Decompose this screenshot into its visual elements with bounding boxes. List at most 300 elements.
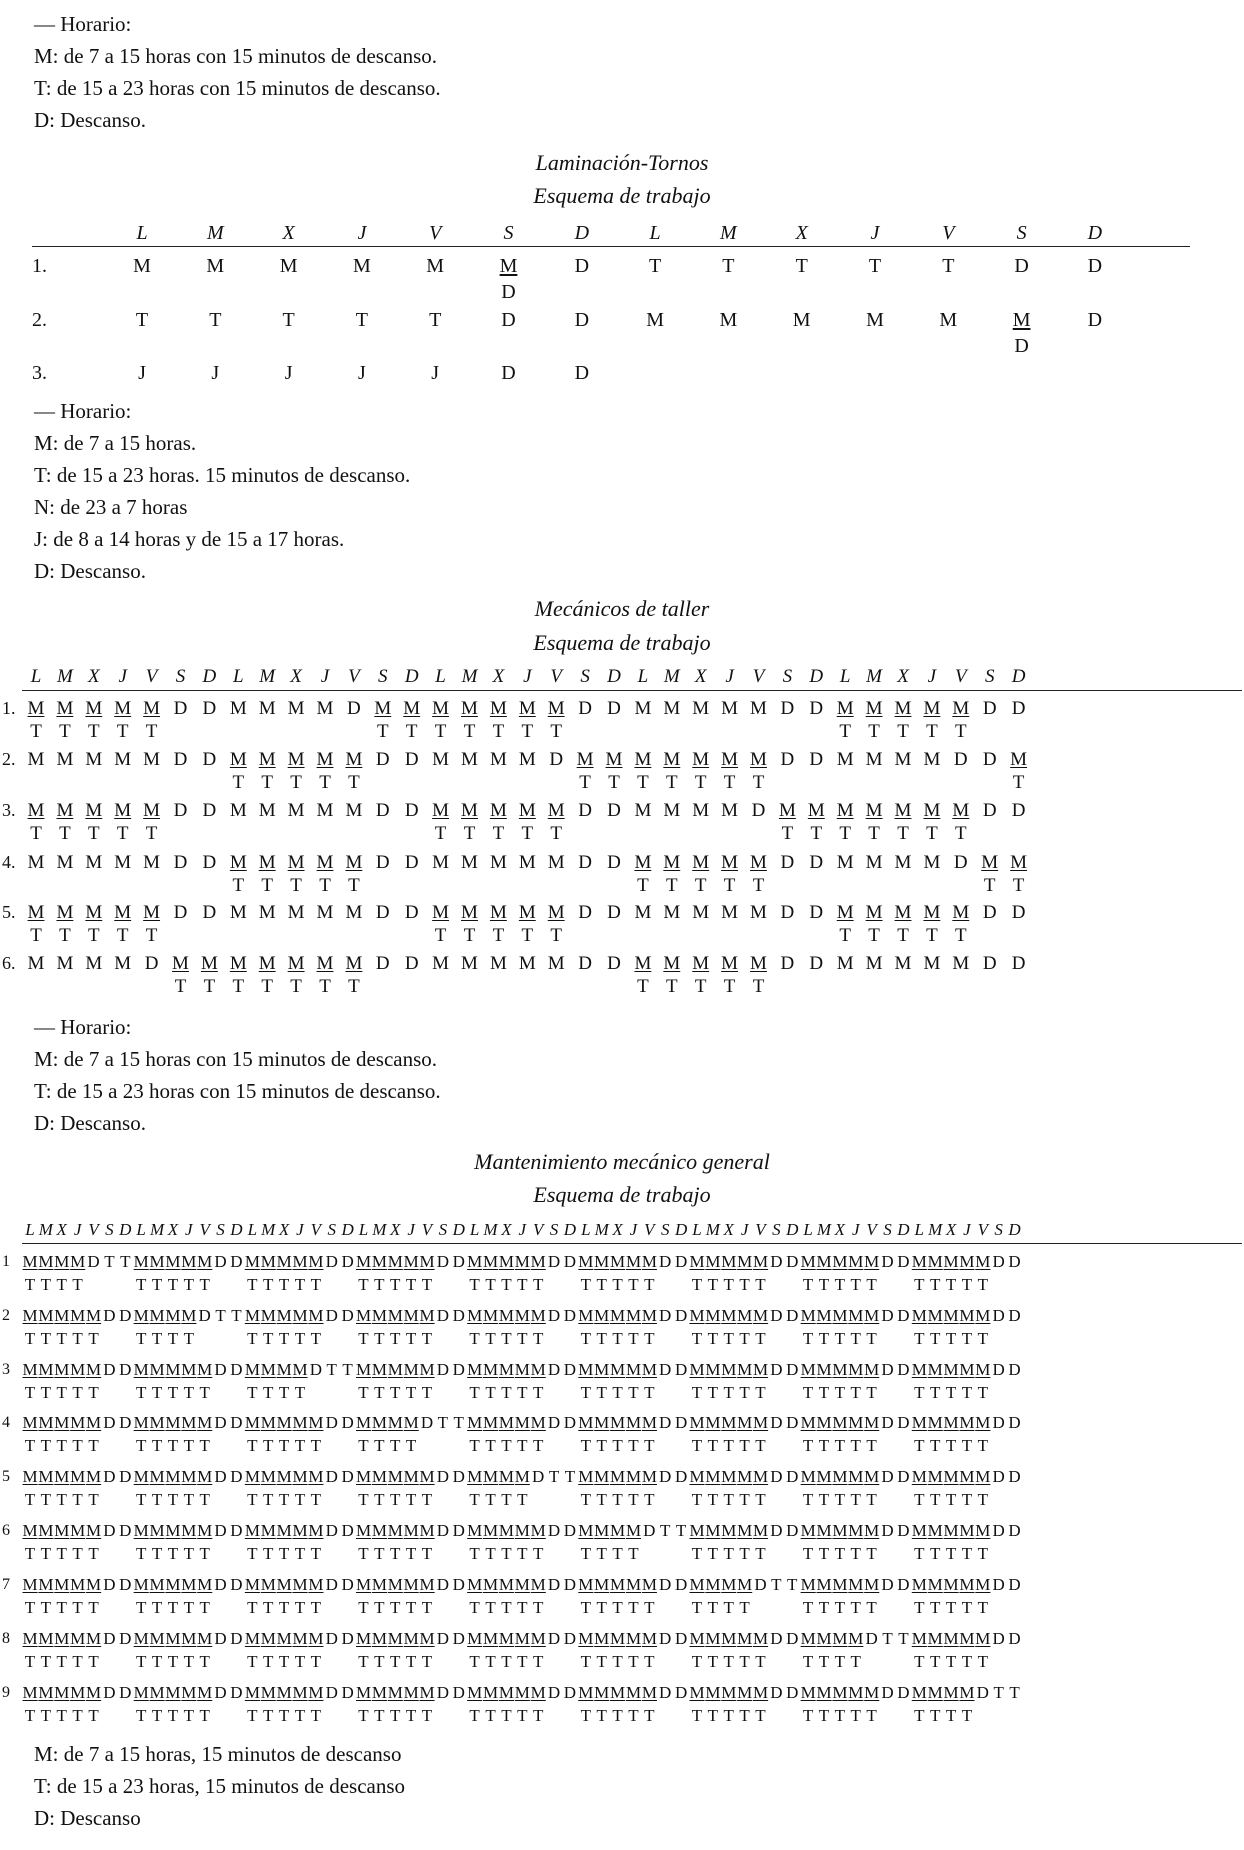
shift-cell: M	[800, 1413, 816, 1432]
shift-cell: D	[1008, 1413, 1021, 1432]
shift-cell-lower: T	[405, 1383, 417, 1402]
shift-cell: D	[780, 953, 795, 974]
shift-cell-lower: T	[310, 1598, 322, 1617]
shift-cell: M	[641, 1252, 657, 1271]
shift-cell-lower: T	[421, 1598, 433, 1617]
shift-cell: T	[993, 1683, 1004, 1702]
shift-cell: M	[911, 1360, 927, 1379]
shift-cell: M	[355, 1306, 372, 1325]
shift-cell: D	[547, 1360, 561, 1379]
shift-cell: D	[436, 1683, 450, 1702]
shift-cell: M	[864, 1683, 880, 1702]
shift-cell: J	[138, 362, 146, 384]
shift-cell-lower: T	[135, 1706, 147, 1725]
shift-cell: M	[292, 1252, 308, 1271]
day-header: J	[870, 222, 880, 244]
shift-cell-lower: T	[167, 1329, 179, 1348]
shift-cell-lower: T	[694, 772, 707, 793]
shift-cell-lower: T	[319, 875, 331, 896]
shift-cell: M	[165, 1467, 181, 1486]
shift-cell: D	[202, 749, 217, 770]
shift-cell: M	[276, 1360, 292, 1379]
shift-cell-lower: T	[290, 875, 302, 896]
shift-cell: D	[659, 1629, 672, 1648]
shift-cell: M	[197, 1413, 213, 1432]
shift-cell: M	[483, 1521, 499, 1540]
shift-cell: M	[689, 1413, 705, 1432]
shift-cell-lower: T	[521, 721, 534, 742]
shift-cell: M	[114, 953, 132, 974]
shift-cell: M	[432, 749, 450, 770]
shift-cell: M	[689, 1467, 705, 1486]
shift-cell: M	[197, 1467, 213, 1486]
shift-cell-lower: T	[167, 1383, 179, 1402]
shift-cell: M	[181, 1252, 197, 1271]
shift-cell: M	[959, 1467, 975, 1486]
shift-cell: D	[574, 362, 590, 384]
shift-cell: M	[721, 1683, 737, 1702]
shift-cell: M	[260, 1413, 276, 1432]
shift-cell-lower: T	[262, 1383, 274, 1402]
shift-cell: M	[27, 902, 45, 923]
shift-cell: D	[982, 953, 997, 974]
shift-cell: M	[371, 1306, 387, 1325]
shift-cell: D	[607, 902, 621, 923]
shift-cell: M	[752, 1521, 769, 1540]
row-label: 6.	[2, 953, 16, 973]
shift-cell: M	[308, 1413, 324, 1432]
day-header: X	[278, 1220, 290, 1239]
day-header: X	[694, 666, 707, 687]
shift-cell-lower: T	[866, 1544, 877, 1563]
shift-cell-lower: T	[145, 823, 158, 844]
shift-cell: M	[836, 902, 854, 923]
shift-cell: D	[325, 1629, 338, 1648]
shift-cell: M	[287, 852, 305, 873]
shift-cell-lower: T	[691, 1329, 703, 1348]
shift-cell-lower: T	[723, 976, 736, 997]
shift-cell: M	[692, 698, 710, 719]
shift-cell: T	[135, 309, 149, 331]
shift-cell: M	[133, 1306, 149, 1325]
shift-cell-lower: T	[961, 1598, 973, 1617]
shift-cell-lower: T	[532, 1706, 544, 1725]
shift-cell: D	[119, 1467, 132, 1486]
shift-cell: M	[514, 1467, 530, 1486]
shift-cell: M	[721, 698, 739, 719]
shift-cell-lower: T	[310, 1652, 322, 1671]
shift-cell: M	[355, 1252, 372, 1271]
shift-cell-lower: T	[850, 1706, 861, 1725]
shift-cell-lower: T	[929, 1652, 941, 1671]
shift-cell: M	[308, 1575, 324, 1594]
shift-cell: M	[86, 1521, 102, 1540]
shift-cell: D	[1008, 1306, 1021, 1325]
shift-cell: M	[578, 1360, 594, 1379]
shift-cell-lower: T	[294, 1436, 306, 1455]
shift-cell-lower: T	[135, 1436, 147, 1455]
shift-cell-lower: T	[135, 1490, 147, 1509]
shift-cell-lower: T	[834, 1544, 846, 1563]
shift-cell-lower: T	[278, 1544, 290, 1563]
shift-cell-lower: T	[262, 1329, 274, 1348]
shift-cell-lower: T	[723, 1383, 734, 1402]
shift-cell-lower: T	[374, 1383, 385, 1402]
shift-cell: M	[355, 1521, 372, 1540]
shift-cell-lower: T	[88, 1329, 99, 1348]
shift-cell: D	[809, 953, 824, 974]
shift-cell-lower: T	[40, 1329, 52, 1348]
shift-cell: M	[689, 1683, 705, 1702]
shift-cell: D	[659, 1467, 672, 1486]
shift-cell: D	[547, 1629, 561, 1648]
shift-cell: M	[85, 698, 103, 719]
shift-cell-lower: T	[596, 1329, 607, 1348]
shift-cell: M	[832, 1521, 848, 1540]
shift-cell-lower: T	[469, 1652, 480, 1671]
shift-cell: D	[770, 1306, 783, 1325]
shift-cell: D	[325, 1575, 338, 1594]
shift-cell-lower: T	[612, 1436, 623, 1455]
shift-cell-lower: T	[88, 1598, 99, 1617]
shift-cell-lower: T	[374, 1490, 385, 1509]
shift-cell: D	[786, 1467, 799, 1486]
horario-line: N: de 23 a 7 horas	[34, 495, 188, 519]
shift-cell-lower: T	[358, 1544, 369, 1563]
shift-cell-lower: T	[310, 1275, 322, 1294]
shift-cell: M	[22, 1575, 38, 1594]
shift-cell: M	[927, 1306, 943, 1325]
shift-cell-lower: T	[199, 1490, 210, 1509]
shift-cell-lower: T	[24, 1275, 36, 1294]
shift-cell: T	[795, 255, 808, 277]
shift-cell-lower: T	[802, 1706, 814, 1725]
shift-cell-lower: T	[866, 1436, 877, 1455]
shift-cell-lower: T	[348, 976, 360, 997]
shift-cell-lower: T	[72, 1490, 83, 1509]
shift-cell: M	[85, 852, 103, 873]
day-header: V	[644, 1220, 655, 1239]
shift-cell-lower: T	[897, 823, 909, 844]
day-header: M	[483, 1220, 498, 1239]
shift-cell-lower: T	[802, 1652, 814, 1671]
shift-cell: M	[578, 1575, 594, 1594]
shift-cell-lower: T	[961, 1652, 973, 1671]
shift-cell: M	[816, 1467, 832, 1486]
shift-cell: M	[56, 698, 74, 719]
shift-cell-lower: T	[612, 1383, 623, 1402]
shift-cell-lower: T	[961, 1436, 973, 1455]
day-header: M	[149, 1220, 165, 1239]
shift-cell: M	[467, 1575, 483, 1594]
shift-cell: J	[431, 362, 440, 384]
shift-cell-lower: T	[781, 823, 794, 844]
shift-cell: M	[489, 902, 507, 923]
shift-cell-lower: T	[167, 1275, 179, 1294]
day-header: S	[994, 1220, 1003, 1239]
shift-cell-lower: T	[723, 1490, 734, 1509]
shift-cell-lower: T	[183, 1652, 194, 1671]
shift-cell-lower: T	[167, 1598, 179, 1617]
shift-cell: M	[816, 1306, 832, 1325]
shift-cell: J	[284, 362, 293, 384]
shift-cell: M	[689, 1575, 705, 1594]
day-header: S	[660, 1220, 670, 1239]
shift-cell: M	[641, 1360, 657, 1379]
shift-cell: M	[705, 1467, 721, 1486]
day-header: D	[607, 666, 621, 687]
horario-label: — Horario:	[34, 399, 132, 423]
shift-cell-lower: T	[72, 1436, 83, 1455]
shift-cell: M	[943, 1360, 959, 1379]
shift-cell-lower: T	[802, 1383, 814, 1402]
shift-cell: D	[1087, 255, 1103, 277]
shift-cell: M	[610, 1306, 626, 1325]
shift-cell: D	[992, 1629, 1005, 1648]
shift-cell: D	[325, 1252, 338, 1271]
shift-cell: D	[173, 800, 188, 821]
shift-cell-lower: T	[262, 1652, 274, 1671]
shift-cell: M	[864, 1413, 880, 1432]
shift-cell-lower: T	[644, 1490, 655, 1509]
shift-cell-lower: T	[834, 1490, 846, 1509]
shift-cell-lower: T	[612, 1652, 623, 1671]
shift-cell: D	[1008, 1252, 1021, 1271]
shift-cell-lower: T	[954, 823, 967, 844]
shift-cell-lower: T	[866, 1490, 877, 1509]
shift-cell: M	[864, 1252, 880, 1271]
shift-cell: M	[181, 1413, 197, 1432]
shift-cell: M	[498, 1575, 515, 1594]
shift-cell: M	[927, 1413, 943, 1432]
shift-cell: M	[244, 1360, 260, 1379]
shift-cell: M	[848, 1467, 864, 1486]
shift-cell: M	[292, 1467, 308, 1486]
shift-cell: M	[816, 1683, 832, 1702]
shift-cell-lower: T	[310, 1329, 322, 1348]
shift-cell-lower: T	[59, 823, 71, 844]
shift-cell: D	[674, 1252, 688, 1271]
shift-cell: D	[881, 1413, 894, 1432]
shift-cell: M	[38, 1575, 54, 1594]
day-header: X	[290, 666, 302, 687]
day-header: L	[839, 666, 851, 687]
shift-cell: M	[258, 852, 276, 873]
shift-cell: D	[119, 1683, 132, 1702]
shift-cell: M	[419, 1360, 435, 1379]
shift-cell-lower: T	[691, 1706, 703, 1725]
shift-cell-lower: T	[463, 925, 476, 946]
shift-cell: D	[214, 1683, 227, 1702]
shift-cell: D	[1011, 953, 1026, 974]
shift-cell-lower: T	[261, 875, 273, 896]
shift-cell-lower: T	[116, 823, 129, 844]
shift-cell: M	[85, 800, 103, 821]
header-rule	[22, 690, 1242, 691]
horario-line: M: de 7 a 15 horas.	[34, 431, 197, 455]
shift-cell-lower: T	[116, 925, 129, 946]
shift-cell: M	[86, 1467, 102, 1486]
shift-cell-lower: T	[30, 925, 42, 946]
shift-cell-lower: T	[834, 1383, 846, 1402]
shift-cell-lower: D	[501, 281, 516, 303]
shift-cell: M	[355, 1413, 372, 1432]
shift-cell: D	[341, 1467, 354, 1486]
shift-cell: M	[634, 852, 652, 873]
shift-cell: M	[836, 800, 854, 821]
shift-cell: M	[461, 800, 478, 821]
shift-cell: M	[260, 1629, 276, 1648]
shift-cell: M	[634, 902, 652, 923]
shift-cell-lower: T	[501, 1275, 512, 1294]
horario-line: D: Descanso.	[34, 1111, 146, 1135]
shift-cell: M	[316, 902, 334, 923]
shift-cell-lower: T	[390, 1329, 401, 1348]
shift-cell: M	[38, 1629, 54, 1648]
shift-cell: D	[982, 698, 997, 719]
shift-cell-lower: T	[199, 1598, 210, 1617]
shift-cell-lower: T	[691, 1383, 703, 1402]
shift-cell-lower: T	[405, 1436, 417, 1455]
shift-cell: M	[114, 902, 132, 923]
shift-cell-lower: T	[262, 1436, 274, 1455]
shift-cell-lower: T	[707, 1275, 719, 1294]
shift-cell: D	[103, 1629, 116, 1648]
shift-cell-lower: T	[247, 1436, 258, 1455]
shift-cell: M	[641, 1467, 657, 1486]
shift-cell: M	[705, 1413, 721, 1432]
day-header: L	[637, 666, 649, 687]
shift-cell: M	[387, 1683, 403, 1702]
shift-cell-lower: T	[612, 1706, 623, 1725]
shift-cell-lower: T	[492, 721, 505, 742]
shift-cell: M	[927, 1467, 943, 1486]
shift-cell-lower: T	[691, 1436, 703, 1455]
shift-cell: M	[197, 1521, 213, 1540]
shift-cell: D	[563, 1683, 577, 1702]
shift-cell: M	[276, 1252, 292, 1271]
shift-cell: M	[165, 1521, 181, 1540]
shift-cell: M	[165, 1252, 181, 1271]
shift-cell: M	[927, 1360, 943, 1379]
shift-cell: D	[436, 1521, 450, 1540]
row-label: 3	[2, 1361, 10, 1378]
shift-cell-lower: T	[596, 1275, 607, 1294]
shift-cell: M	[737, 1575, 753, 1594]
shift-cell: M	[721, 1413, 737, 1432]
shift-cell: T	[429, 309, 442, 331]
day-header: D	[574, 222, 590, 244]
shift-cell-lower: T	[358, 1490, 369, 1509]
shift-cell: D	[786, 1413, 799, 1432]
shift-cell: D	[436, 1575, 450, 1594]
shift-cell: M	[610, 1360, 626, 1379]
shift-cell-lower: T	[707, 1652, 719, 1671]
shift-cell: M	[605, 749, 623, 770]
shift-cell: M	[403, 1306, 419, 1325]
shift-cell: M	[975, 1521, 991, 1540]
shift-cell: M	[952, 902, 970, 923]
header-rule	[32, 246, 1190, 247]
shift-cell: D	[865, 1629, 878, 1648]
shift-cell-lower: T	[247, 1275, 258, 1294]
shift-cell: D	[881, 1575, 894, 1594]
shift-cell: D	[578, 698, 592, 719]
day-header: J	[73, 1220, 82, 1239]
shift-cell-lower: T	[203, 976, 216, 997]
shift-cell-lower: T	[755, 1275, 766, 1294]
shift-cell: M	[70, 1629, 86, 1648]
section-title: Mantenimiento mecánico general	[474, 1149, 770, 1174]
row-label: 5	[2, 1468, 10, 1485]
shift-cell-lower: T	[262, 1598, 274, 1617]
shift-cell-lower: T	[694, 976, 707, 997]
shift-cell-lower: T	[850, 1490, 861, 1509]
shift-cell: M	[578, 1252, 594, 1271]
section-subtitle: Esquema de trabajo	[533, 630, 711, 655]
shift-cell-lower: T	[261, 772, 273, 793]
shift-cell-lower: T	[310, 1490, 322, 1509]
shift-cell: D	[119, 1413, 132, 1432]
shift-cell-lower: T	[199, 1706, 210, 1725]
shift-cell-lower: T	[850, 1275, 861, 1294]
shift-cell-lower: T	[88, 1436, 99, 1455]
shift-cell: M	[634, 749, 652, 770]
shift-cell: M	[911, 1629, 927, 1648]
section-title: Laminación-Tornos	[535, 150, 709, 175]
day-header: S	[549, 1220, 559, 1239]
shift-cell-lower: T	[469, 1544, 480, 1563]
day-header: J	[927, 666, 937, 687]
day-header: L	[692, 1220, 702, 1239]
shift-cell: M	[594, 1683, 610, 1702]
shift-cell-lower: T	[945, 1436, 957, 1455]
shift-cell: M	[530, 1629, 546, 1648]
day-header: M	[594, 1220, 609, 1239]
shift-cell: M	[646, 309, 664, 331]
shift-cell-lower: T	[390, 1436, 401, 1455]
shift-cell: T	[898, 1629, 909, 1648]
shift-cell-lower: T	[30, 721, 42, 742]
shift-cell: M	[371, 1575, 387, 1594]
shift-cell: M	[56, 800, 74, 821]
shift-cell-lower: T	[802, 1436, 814, 1455]
row-label: 6	[2, 1522, 10, 1539]
shift-cell: D	[325, 1306, 338, 1325]
shift-cell-lower: T	[914, 1275, 925, 1294]
shift-cell-lower: T	[405, 1329, 417, 1348]
row-label: 2.	[32, 309, 47, 331]
shift-cell: M	[721, 953, 739, 974]
shift-cell: M	[287, 800, 305, 821]
shift-cell: M	[276, 1306, 292, 1325]
shift-cell-lower: T	[278, 1706, 290, 1725]
shift-cell: M	[260, 1683, 276, 1702]
shift-cell: M	[426, 255, 445, 277]
day-header: V	[421, 1220, 433, 1239]
shift-cell: D	[1008, 1360, 1021, 1379]
shift-cell-lower: T	[914, 1329, 925, 1348]
shift-cell-lower: T	[1012, 875, 1025, 896]
shift-cell: M	[692, 749, 710, 770]
shift-cell: M	[308, 1629, 324, 1648]
shift-cell-lower: T	[501, 1706, 512, 1725]
shift-cell-lower: T	[550, 925, 562, 946]
shift-cell-lower: T	[261, 976, 273, 997]
day-header: M	[720, 222, 737, 244]
shift-cell: D	[1011, 698, 1026, 719]
shift-cell: M	[114, 698, 132, 719]
